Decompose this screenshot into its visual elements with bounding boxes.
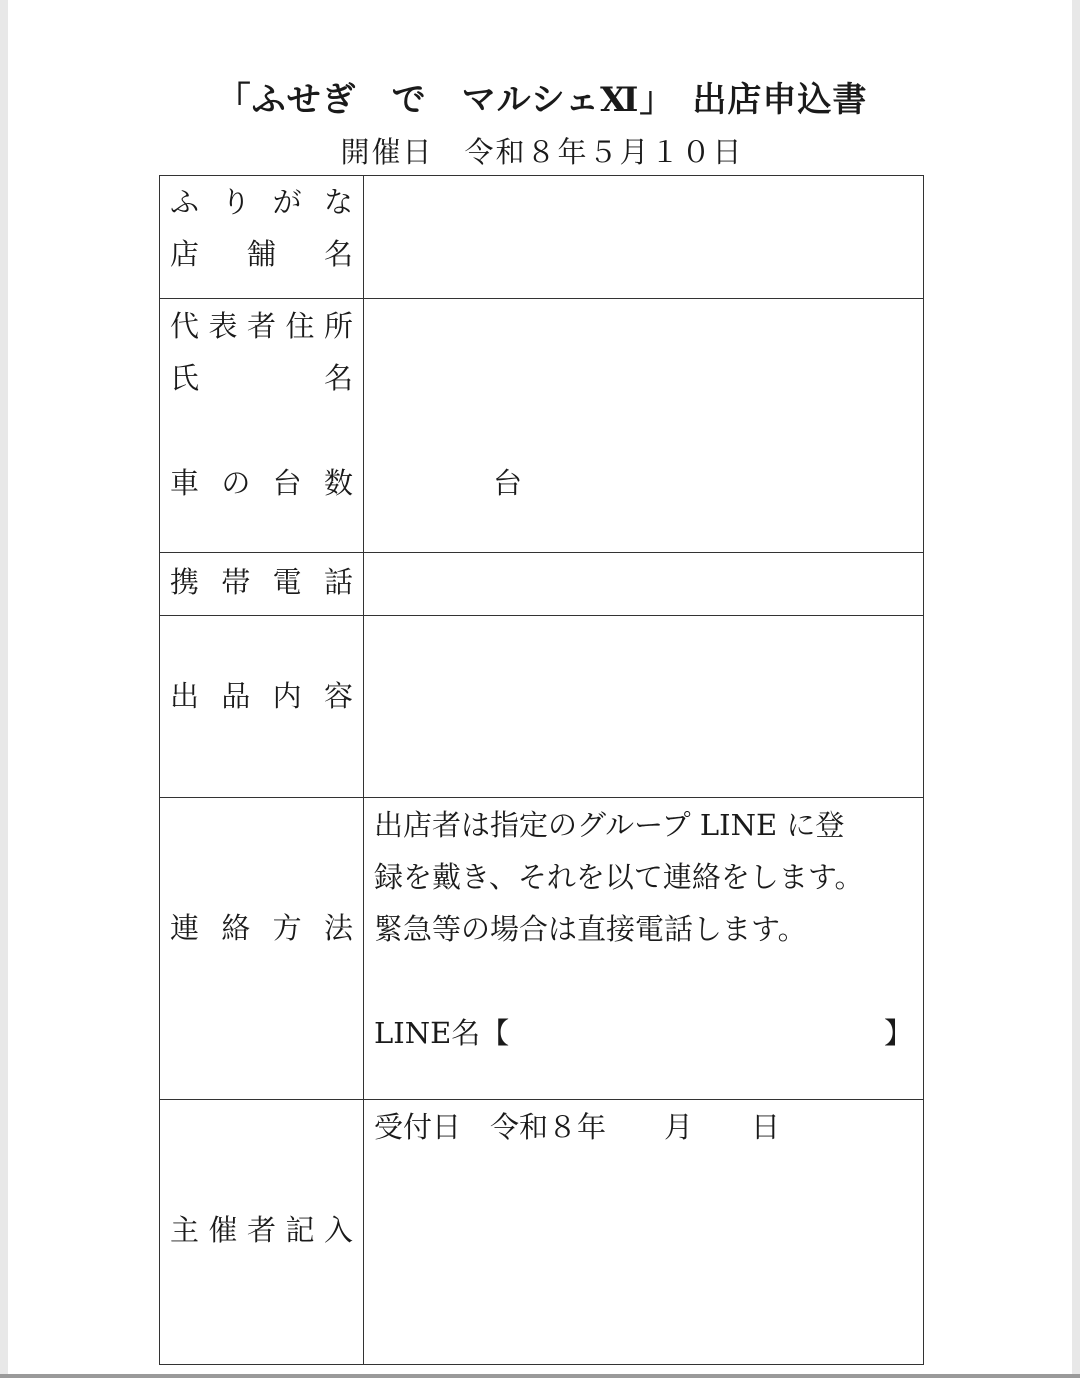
page-edge-bottom (0, 1374, 1080, 1378)
contact-cell (364, 798, 923, 1099)
row-items (160, 616, 923, 798)
representative-field[interactable] (364, 299, 923, 552)
label-cell-mobile (160, 553, 364, 615)
row-organizer (160, 1100, 923, 1364)
label-contact: 連絡方法 (170, 911, 353, 945)
contact-text-line-3: 緊急等の場合は直接電話します。 (374, 912, 807, 946)
label-car-count: 車の台数 (170, 466, 353, 500)
label-mobile: 携帯電話 (170, 565, 353, 599)
label-cell-items (160, 616, 364, 797)
items-field[interactable] (364, 616, 923, 797)
line-name-field[interactable] (534, 1010, 874, 1056)
label-furigana: ふりがな (170, 185, 353, 219)
reception-date: 受付日 令和８年 月 日 (374, 1110, 781, 1144)
organizer-field[interactable] (364, 1100, 923, 1364)
label-shop-name: 店舗名 (170, 237, 353, 271)
label-cell-representative (160, 299, 364, 552)
car-count-unit: 台 (493, 466, 523, 500)
label-cell-organizer (160, 1100, 364, 1364)
label-cell-contact (160, 798, 364, 1099)
page-edge-left (0, 0, 8, 1378)
document-title: 「ふせぎ で マルシェⅪ」 出店申込書 (216, 80, 868, 120)
label-items: 出品内容 (170, 679, 353, 713)
application-form-table (159, 175, 924, 1365)
contact-text-line-2: 録を戴き、それを以て連絡をします。 (374, 860, 864, 894)
row-representative (160, 299, 923, 553)
label-rep-address: 代表者住所 (170, 309, 353, 343)
contact-text-line-1: 出店者は指定のグループ LINE に登 (374, 808, 845, 842)
shop-name-field[interactable] (364, 176, 923, 298)
mobile-field[interactable] (364, 553, 923, 615)
label-rep-name: 氏名 (170, 361, 353, 395)
line-name-label: LINE名【 (374, 1016, 510, 1050)
line-name-close-bracket: 】 (884, 1016, 914, 1050)
label-organizer: 主催者記入 (170, 1213, 353, 1247)
label-cell-shop-name (160, 176, 364, 298)
event-date: 開催日 令和８年５月１０日 (340, 135, 744, 169)
page-edge-right (1072, 0, 1080, 1378)
row-mobile (160, 553, 923, 616)
row-shop-name (160, 176, 923, 299)
row-contact (160, 798, 923, 1100)
